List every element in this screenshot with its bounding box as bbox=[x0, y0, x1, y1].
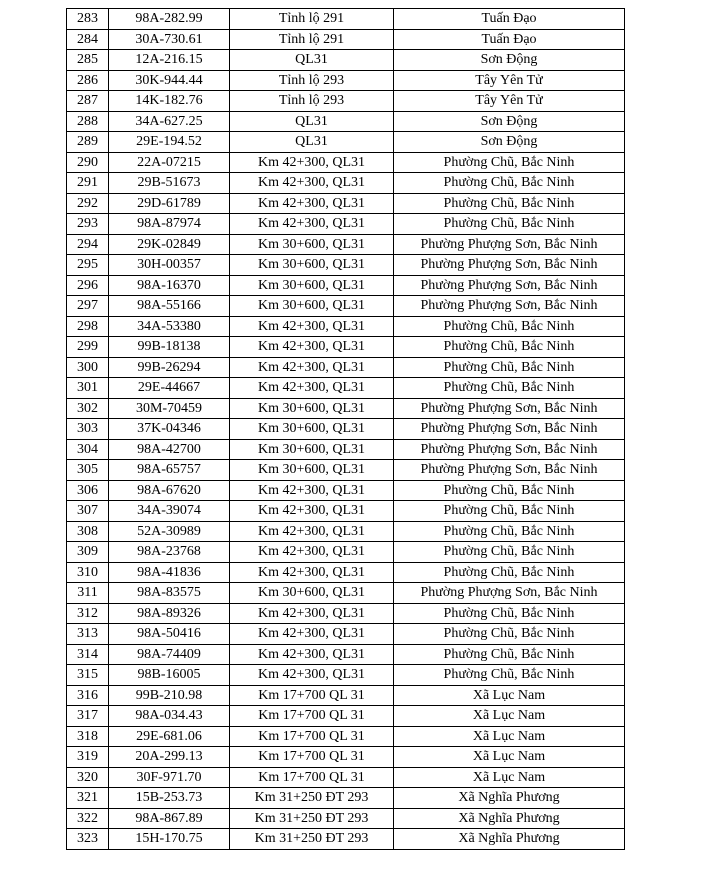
row-number-cell: 312 bbox=[67, 603, 109, 624]
license-plate-cell: 29K-02849 bbox=[109, 234, 230, 255]
violation-location-cell: QL31 bbox=[230, 50, 394, 71]
row-number-cell: 296 bbox=[67, 275, 109, 296]
row-number-cell: 304 bbox=[67, 439, 109, 460]
violation-location-cell: Km 42+300, QL31 bbox=[230, 521, 394, 542]
violation-location-cell: Km 31+250 ĐT 293 bbox=[230, 788, 394, 809]
license-plate-cell: 98A-23768 bbox=[109, 542, 230, 563]
license-plate-cell: 22A-07215 bbox=[109, 152, 230, 173]
license-plate-cell: 30F-971.70 bbox=[109, 767, 230, 788]
violation-location-cell: QL31 bbox=[230, 111, 394, 132]
administrative-unit-cell: Sơn Động bbox=[394, 50, 625, 71]
administrative-unit-cell: Tuấn Đạo bbox=[394, 29, 625, 50]
administrative-unit-cell: Phường Phượng Sơn, Bắc Ninh bbox=[394, 296, 625, 317]
license-plate-cell: 30M-70459 bbox=[109, 398, 230, 419]
administrative-unit-cell: Xã Lục Nam bbox=[394, 726, 625, 747]
table-row bbox=[67, 296, 625, 317]
table-row bbox=[67, 50, 625, 71]
table-body bbox=[67, 9, 625, 850]
table-row bbox=[67, 706, 625, 727]
violation-location-cell: Km 17+700 QL 31 bbox=[230, 706, 394, 727]
row-number-cell: 303 bbox=[67, 419, 109, 440]
table-row bbox=[67, 419, 625, 440]
administrative-unit-cell: Sơn Động bbox=[394, 132, 625, 153]
license-plate-cell: 99B-18138 bbox=[109, 337, 230, 358]
violation-location-cell: Km 42+300, QL31 bbox=[230, 542, 394, 563]
row-number-cell: 306 bbox=[67, 480, 109, 501]
table-row bbox=[67, 357, 625, 378]
violation-location-cell: Km 42+300, QL31 bbox=[230, 501, 394, 522]
table-row bbox=[67, 665, 625, 686]
administrative-unit-cell: Phường Phượng Sơn, Bắc Ninh bbox=[394, 583, 625, 604]
row-number-cell: 288 bbox=[67, 111, 109, 132]
row-number-cell: 305 bbox=[67, 460, 109, 481]
license-plate-cell: 34A-53380 bbox=[109, 316, 230, 337]
violation-location-cell: Km 42+300, QL31 bbox=[230, 173, 394, 194]
administrative-unit-cell: Phường Chũ, Bắc Ninh bbox=[394, 562, 625, 583]
row-number-cell: 314 bbox=[67, 644, 109, 665]
row-number-cell: 291 bbox=[67, 173, 109, 194]
violation-location-cell: Km 31+250 ĐT 293 bbox=[230, 808, 394, 829]
table-row bbox=[67, 214, 625, 235]
license-plate-cell: 98A-867.89 bbox=[109, 808, 230, 829]
license-plate-cell: 98A-65757 bbox=[109, 460, 230, 481]
row-number-cell: 283 bbox=[67, 9, 109, 30]
license-plate-cell: 12A-216.15 bbox=[109, 50, 230, 71]
administrative-unit-cell: Phường Chũ, Bắc Ninh bbox=[394, 378, 625, 399]
administrative-unit-cell: Phường Chũ, Bắc Ninh bbox=[394, 542, 625, 563]
vehicle-table bbox=[66, 8, 625, 850]
table-row bbox=[67, 91, 625, 112]
license-plate-cell: 98A-282.99 bbox=[109, 9, 230, 30]
table-row bbox=[67, 337, 625, 358]
table-row bbox=[67, 275, 625, 296]
table-row bbox=[67, 132, 625, 153]
violation-location-cell: Km 17+700 QL 31 bbox=[230, 685, 394, 706]
license-plate-cell: 29E-681.06 bbox=[109, 726, 230, 747]
violation-location-cell: Km 17+700 QL 31 bbox=[230, 767, 394, 788]
administrative-unit-cell: Phường Chũ, Bắc Ninh bbox=[394, 193, 625, 214]
violation-location-cell: Km 42+300, QL31 bbox=[230, 644, 394, 665]
table-row bbox=[67, 562, 625, 583]
license-plate-cell: 98A-16370 bbox=[109, 275, 230, 296]
license-plate-cell: 98A-74409 bbox=[109, 644, 230, 665]
table-row bbox=[67, 542, 625, 563]
violation-location-cell: Km 31+250 ĐT 293 bbox=[230, 829, 394, 850]
administrative-unit-cell: Phường Chũ, Bắc Ninh bbox=[394, 501, 625, 522]
license-plate-cell: 98A-87974 bbox=[109, 214, 230, 235]
table-row bbox=[67, 234, 625, 255]
table-row bbox=[67, 583, 625, 604]
license-plate-cell: 15H-170.75 bbox=[109, 829, 230, 850]
row-number-cell: 309 bbox=[67, 542, 109, 563]
administrative-unit-cell: Phường Phượng Sơn, Bắc Ninh bbox=[394, 439, 625, 460]
administrative-unit-cell: Phường Chũ, Bắc Ninh bbox=[394, 214, 625, 235]
row-number-cell: 313 bbox=[67, 624, 109, 645]
table-row bbox=[67, 152, 625, 173]
license-plate-cell: 14K-182.76 bbox=[109, 91, 230, 112]
license-plate-cell: 98A-83575 bbox=[109, 583, 230, 604]
administrative-unit-cell: Sơn Động bbox=[394, 111, 625, 132]
row-number-cell: 292 bbox=[67, 193, 109, 214]
license-plate-cell: 98A-034.43 bbox=[109, 706, 230, 727]
table-row bbox=[67, 316, 625, 337]
license-plate-cell: 98A-67620 bbox=[109, 480, 230, 501]
violation-location-cell: Km 17+700 QL 31 bbox=[230, 747, 394, 768]
administrative-unit-cell: Phường Chũ, Bắc Ninh bbox=[394, 603, 625, 624]
administrative-unit-cell: Tây Yên Tử bbox=[394, 70, 625, 91]
row-number-cell: 299 bbox=[67, 337, 109, 358]
violation-location-cell: Km 30+600, QL31 bbox=[230, 439, 394, 460]
administrative-unit-cell: Xã Nghĩa Phương bbox=[394, 808, 625, 829]
violation-location-cell: Km 30+600, QL31 bbox=[230, 275, 394, 296]
administrative-unit-cell: Phường Phượng Sơn, Bắc Ninh bbox=[394, 419, 625, 440]
violation-location-cell: Km 42+300, QL31 bbox=[230, 378, 394, 399]
table-row bbox=[67, 685, 625, 706]
license-plate-cell: 34A-39074 bbox=[109, 501, 230, 522]
table-row bbox=[67, 193, 625, 214]
violation-location-cell: Km 42+300, QL31 bbox=[230, 603, 394, 624]
table-row bbox=[67, 521, 625, 542]
row-number-cell: 319 bbox=[67, 747, 109, 768]
license-plate-cell: 20A-299.13 bbox=[109, 747, 230, 768]
license-plate-cell: 29E-44667 bbox=[109, 378, 230, 399]
violation-location-cell: Tỉnh lộ 291 bbox=[230, 9, 394, 30]
row-number-cell: 294 bbox=[67, 234, 109, 255]
table-row bbox=[67, 788, 625, 809]
row-number-cell: 284 bbox=[67, 29, 109, 50]
row-number-cell: 323 bbox=[67, 829, 109, 850]
license-plate-cell: 99B-26294 bbox=[109, 357, 230, 378]
row-number-cell: 308 bbox=[67, 521, 109, 542]
row-number-cell: 310 bbox=[67, 562, 109, 583]
administrative-unit-cell: Phường Chũ, Bắc Ninh bbox=[394, 644, 625, 665]
violation-location-cell: Km 30+600, QL31 bbox=[230, 296, 394, 317]
violation-location-cell: Tỉnh lộ 293 bbox=[230, 91, 394, 112]
administrative-unit-cell: Xã Lục Nam bbox=[394, 706, 625, 727]
table-row bbox=[67, 808, 625, 829]
violation-location-cell: Tỉnh lộ 293 bbox=[230, 70, 394, 91]
row-number-cell: 295 bbox=[67, 255, 109, 276]
table-row bbox=[67, 480, 625, 501]
row-number-cell: 286 bbox=[67, 70, 109, 91]
table-row bbox=[67, 439, 625, 460]
violation-location-cell: Km 42+300, QL31 bbox=[230, 316, 394, 337]
document-page bbox=[66, 8, 625, 850]
table-row bbox=[67, 726, 625, 747]
violation-location-cell: Km 30+600, QL31 bbox=[230, 398, 394, 419]
table-row bbox=[67, 747, 625, 768]
license-plate-cell: 98A-42700 bbox=[109, 439, 230, 460]
license-plate-cell: 37K-04346 bbox=[109, 419, 230, 440]
administrative-unit-cell: Phường Chũ, Bắc Ninh bbox=[394, 173, 625, 194]
row-number-cell: 320 bbox=[67, 767, 109, 788]
violation-location-cell: Km 42+300, QL31 bbox=[230, 214, 394, 235]
row-number-cell: 300 bbox=[67, 357, 109, 378]
table-row bbox=[67, 603, 625, 624]
table-row bbox=[67, 9, 625, 30]
license-plate-cell: 29D-61789 bbox=[109, 193, 230, 214]
violation-location-cell: Km 30+600, QL31 bbox=[230, 419, 394, 440]
table-row bbox=[67, 829, 625, 850]
row-number-cell: 293 bbox=[67, 214, 109, 235]
row-number-cell: 289 bbox=[67, 132, 109, 153]
table-row bbox=[67, 767, 625, 788]
administrative-unit-cell: Phường Phượng Sơn, Bắc Ninh bbox=[394, 460, 625, 481]
violation-location-cell: Km 42+300, QL31 bbox=[230, 337, 394, 358]
administrative-unit-cell: Phường Chũ, Bắc Ninh bbox=[394, 357, 625, 378]
row-number-cell: 302 bbox=[67, 398, 109, 419]
license-plate-cell: 99B-210.98 bbox=[109, 685, 230, 706]
administrative-unit-cell: Phường Phượng Sơn, Bắc Ninh bbox=[394, 234, 625, 255]
administrative-unit-cell: Phường Phượng Sơn, Bắc Ninh bbox=[394, 398, 625, 419]
administrative-unit-cell: Xã Nghĩa Phương bbox=[394, 788, 625, 809]
violation-location-cell: QL31 bbox=[230, 132, 394, 153]
administrative-unit-cell: Phường Chũ, Bắc Ninh bbox=[394, 152, 625, 173]
violation-location-cell: Km 42+300, QL31 bbox=[230, 480, 394, 501]
violation-location-cell: Km 42+300, QL31 bbox=[230, 193, 394, 214]
table-row bbox=[67, 624, 625, 645]
administrative-unit-cell: Xã Lục Nam bbox=[394, 767, 625, 788]
administrative-unit-cell: Phường Chũ, Bắc Ninh bbox=[394, 337, 625, 358]
license-plate-cell: 98A-50416 bbox=[109, 624, 230, 645]
violation-location-cell: Km 42+300, QL31 bbox=[230, 562, 394, 583]
license-plate-cell: 30A-730.61 bbox=[109, 29, 230, 50]
administrative-unit-cell: Phường Chũ, Bắc Ninh bbox=[394, 665, 625, 686]
table-row bbox=[67, 460, 625, 481]
license-plate-cell: 52A-30989 bbox=[109, 521, 230, 542]
table-row bbox=[67, 70, 625, 91]
administrative-unit-cell: Phường Chũ, Bắc Ninh bbox=[394, 316, 625, 337]
violation-location-cell: Km 42+300, QL31 bbox=[230, 357, 394, 378]
license-plate-cell: 98A-55166 bbox=[109, 296, 230, 317]
administrative-unit-cell: Phường Phượng Sơn, Bắc Ninh bbox=[394, 275, 625, 296]
violation-location-cell: Km 42+300, QL31 bbox=[230, 665, 394, 686]
violation-location-cell: Km 30+600, QL31 bbox=[230, 255, 394, 276]
table-row bbox=[67, 378, 625, 399]
table-row bbox=[67, 111, 625, 132]
table-row bbox=[67, 29, 625, 50]
row-number-cell: 285 bbox=[67, 50, 109, 71]
license-plate-cell: 29B-51673 bbox=[109, 173, 230, 194]
violation-location-cell: Km 17+700 QL 31 bbox=[230, 726, 394, 747]
violation-location-cell: Km 42+300, QL31 bbox=[230, 624, 394, 645]
row-number-cell: 298 bbox=[67, 316, 109, 337]
row-number-cell: 287 bbox=[67, 91, 109, 112]
row-number-cell: 307 bbox=[67, 501, 109, 522]
table-row bbox=[67, 398, 625, 419]
violation-location-cell: Tỉnh lộ 291 bbox=[230, 29, 394, 50]
administrative-unit-cell: Xã Lục Nam bbox=[394, 747, 625, 768]
row-number-cell: 318 bbox=[67, 726, 109, 747]
row-number-cell: 317 bbox=[67, 706, 109, 727]
row-number-cell: 321 bbox=[67, 788, 109, 809]
administrative-unit-cell: Tây Yên Tử bbox=[394, 91, 625, 112]
row-number-cell: 322 bbox=[67, 808, 109, 829]
row-number-cell: 316 bbox=[67, 685, 109, 706]
license-plate-cell: 30K-944.44 bbox=[109, 70, 230, 91]
license-plate-cell: 15B-253.73 bbox=[109, 788, 230, 809]
administrative-unit-cell: Phường Phượng Sơn, Bắc Ninh bbox=[394, 255, 625, 276]
violation-location-cell: Km 30+600, QL31 bbox=[230, 583, 394, 604]
row-number-cell: 290 bbox=[67, 152, 109, 173]
administrative-unit-cell: Xã Nghĩa Phương bbox=[394, 829, 625, 850]
administrative-unit-cell: Tuấn Đạo bbox=[394, 9, 625, 30]
administrative-unit-cell: Phường Chũ, Bắc Ninh bbox=[394, 521, 625, 542]
license-plate-cell: 34A-627.25 bbox=[109, 111, 230, 132]
violation-location-cell: Km 30+600, QL31 bbox=[230, 234, 394, 255]
row-number-cell: 301 bbox=[67, 378, 109, 399]
violation-location-cell: Km 42+300, QL31 bbox=[230, 152, 394, 173]
license-plate-cell: 30H-00357 bbox=[109, 255, 230, 276]
table-row bbox=[67, 644, 625, 665]
license-plate-cell: 98B-16005 bbox=[109, 665, 230, 686]
license-plate-cell: 98A-89326 bbox=[109, 603, 230, 624]
violation-location-cell: Km 30+600, QL31 bbox=[230, 460, 394, 481]
license-plate-cell: 98A-41836 bbox=[109, 562, 230, 583]
table-row bbox=[67, 173, 625, 194]
table-row bbox=[67, 501, 625, 522]
row-number-cell: 311 bbox=[67, 583, 109, 604]
row-number-cell: 297 bbox=[67, 296, 109, 317]
administrative-unit-cell: Xã Lục Nam bbox=[394, 685, 625, 706]
row-number-cell: 315 bbox=[67, 665, 109, 686]
license-plate-cell: 29E-194.52 bbox=[109, 132, 230, 153]
table-row bbox=[67, 255, 625, 276]
administrative-unit-cell: Phường Chũ, Bắc Ninh bbox=[394, 624, 625, 645]
administrative-unit-cell: Phường Chũ, Bắc Ninh bbox=[394, 480, 625, 501]
